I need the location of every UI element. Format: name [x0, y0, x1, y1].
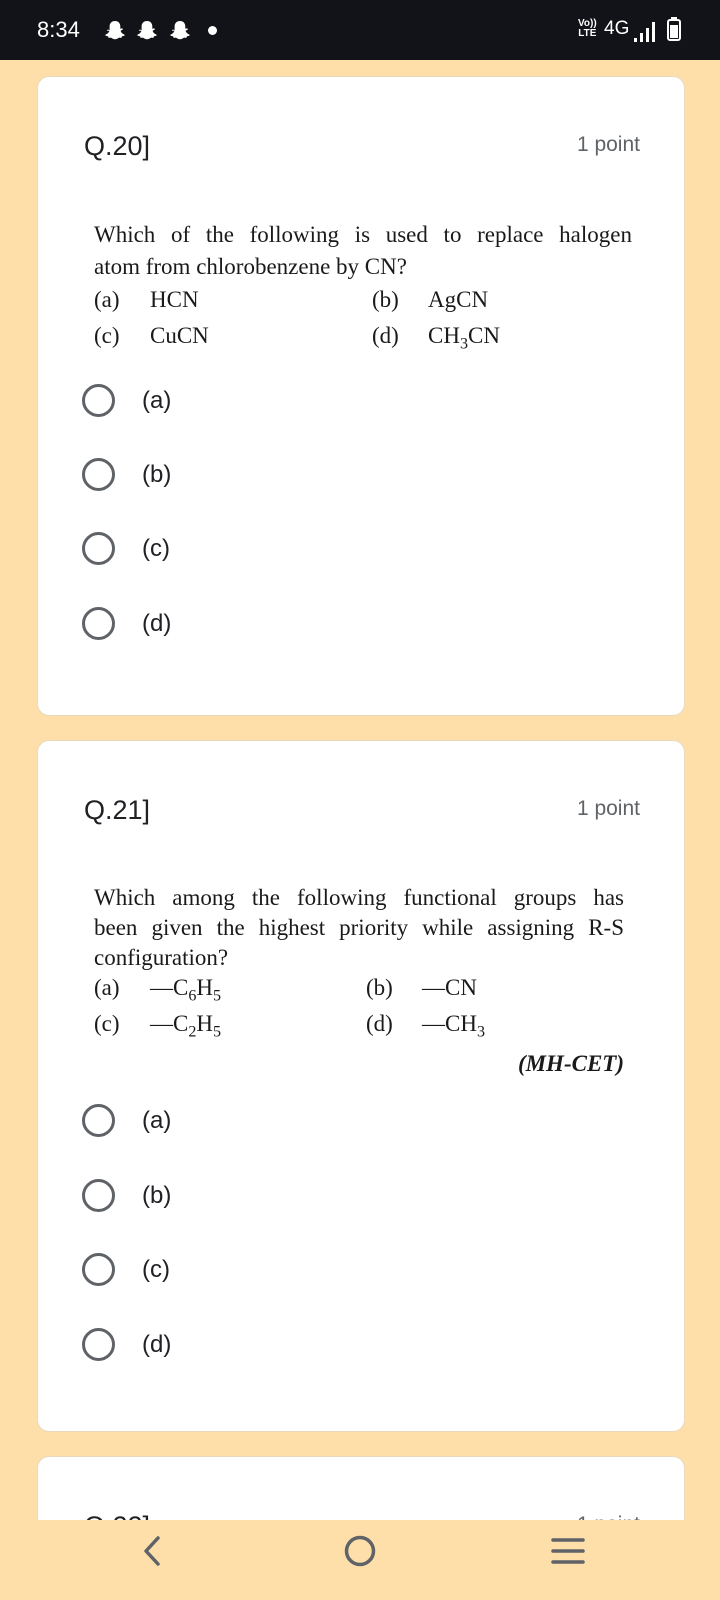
- question-card-21: [37, 740, 685, 1432]
- option-b: (b) AgCN: [372, 287, 489, 312]
- option-c: (c) $—C_2H_5$: [94, 1011, 222, 1041]
- battery-icon: [667, 17, 681, 41]
- snapchat-icon: [136, 19, 158, 41]
- back-icon[interactable]: [140, 1534, 164, 1568]
- radio-button[interactable]: [82, 607, 115, 640]
- signal-icon: [634, 20, 658, 42]
- status-bar: [0, 0, 720, 60]
- question-text-line: been given the highest priority while assigning R-S: [94, 915, 624, 940]
- radio-button[interactable]: [82, 532, 115, 565]
- volte-bottom: LTE: [578, 28, 597, 39]
- question-text-line: Which of the following is used to replace halogen: [94, 222, 632, 247]
- question-text-line: Which among the following functional groups has: [94, 885, 624, 910]
- option-c: (c) CuCN: [94, 323, 209, 348]
- radio-button[interactable]: [82, 1104, 115, 1137]
- option-a: (a) $—C_6H_5$: [94, 975, 222, 1005]
- option-d: (d) $CH_3CN$: [372, 323, 500, 353]
- choice-label: (a): [142, 387, 172, 414]
- question-title: Q.20]: [84, 131, 151, 161]
- choice-label: (b): [142, 1182, 172, 1209]
- choice-label: (b): [142, 461, 172, 488]
- status-time: 8:34: [37, 17, 80, 42]
- question-card-20: [37, 76, 685, 716]
- question-source: (MH-CET): [517, 1051, 624, 1076]
- question-text-line: atom from chlorobenzene by CN?: [94, 254, 407, 279]
- radio-button[interactable]: [82, 384, 115, 417]
- option-b: (b) —CN: [366, 975, 477, 1000]
- option-a: (a) HCN: [94, 287, 199, 312]
- choice-label: (a): [142, 1107, 172, 1134]
- snapchat-icon: [104, 19, 126, 41]
- volte-top: Vo)): [578, 18, 597, 29]
- question-image: [94, 219, 632, 359]
- dot-icon: [208, 26, 217, 35]
- choice-label: (c): [142, 1256, 170, 1283]
- navigation-bar: [0, 1520, 720, 1600]
- question-points: 1 point: [576, 133, 640, 156]
- question-points: 1 point: [576, 797, 640, 820]
- choice-label: (d): [142, 610, 172, 637]
- snapchat-icon: [169, 19, 191, 41]
- option-d: (d) $—CH_3$: [366, 1011, 485, 1041]
- choice-label: (d): [142, 1331, 172, 1358]
- radio-button[interactable]: [82, 458, 115, 491]
- radio-button[interactable]: [82, 1179, 115, 1212]
- recents-icon[interactable]: [551, 1536, 585, 1566]
- volte-icon: [578, 19, 597, 39]
- question-image: [94, 883, 624, 1077]
- radio-button[interactable]: [82, 1328, 115, 1361]
- network-type: 4G: [604, 18, 630, 39]
- choice-label: (c): [142, 535, 170, 562]
- question-title: Q.21]: [84, 795, 151, 825]
- home-icon[interactable]: [343, 1534, 377, 1568]
- radio-button[interactable]: [82, 1253, 115, 1286]
- question-text-line: configuration?: [94, 945, 229, 970]
